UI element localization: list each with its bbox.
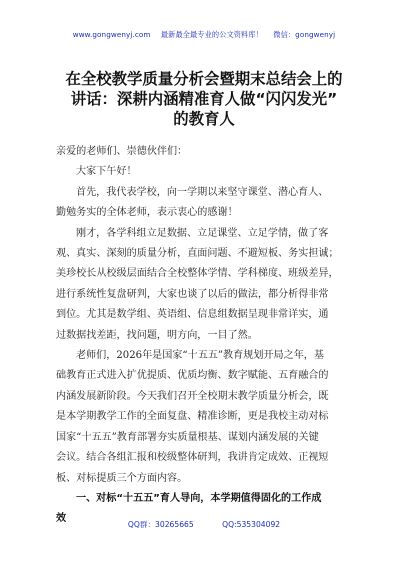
greeting: 大家下午好！ — [76, 166, 137, 178]
page-footer — [0, 519, 408, 530]
title-line-3: 的教育人 — [173, 110, 235, 128]
header-slogan: 最新最全最专业的公文资料库！ — [160, 30, 263, 39]
paragraph-context: 老师们，2026年是国家“十五五”教育规划开局之年，基 础教育正式进入扩优提质、优质均衡、数字赋能、五育融合的 内涵发展新阶段。今天我们召开全校期末教学质量分析会，既 是本学期教学工作的全面复盘、精准诊断，更是我校主动对标 国家“十五五”教育部署夯实质量根基、谋划内涵发展的关键 会议。结合各组汇报和校级整体研判，我讲肯定成效、正视短 板、对标提质三个方面内容。 — [56, 350, 329, 484]
paragraph-thanks: 首先，我代表学校，向一学期以来坚守课堂、潜心育人、 勤勉务实的全体老师，表示衷心的感谢！ — [56, 186, 329, 219]
document-body — [56, 142, 356, 530]
footer-qq: QQ:535304092 — [222, 520, 281, 529]
page-header — [0, 30, 408, 40]
title-line-2: 讲话：深耕内涵精准育人做“闪闪发光” — [70, 90, 338, 108]
header-wechat: 微信：gongwenyj — [273, 30, 336, 39]
header-site: www.gongwenyj.com — [72, 30, 151, 39]
section-heading-1: 一、对标“十五五”育人导向，本学期值得固化的工作成 效 — [56, 492, 322, 525]
title-line-1: 在全校教学质量分析会暨期末总结会上的 — [65, 70, 343, 88]
footer-qq-group: QQ群：30265665 — [127, 520, 194, 529]
document-title — [40, 69, 368, 129]
paragraph-analysis: 刚才，各学科组立足数据、立足课堂、立足学情，做了客 观、真实、深刻的质量分析，直面问题、不避短板、务实担诚； 美珍校长从校级层面结合全校整体学情、学科梯度、班级差异， 进行系统性复盘研判，大家也谈了以后的做法，都分析得非常 到位。尤其是数学组、英语组、信息组数据呈现非常详实，通 过数据找差距，找问题，明方向，一目了然。 — [56, 227, 339, 341]
salutation: 亲爱的老师们、崇德伙伴们： — [56, 146, 188, 157]
